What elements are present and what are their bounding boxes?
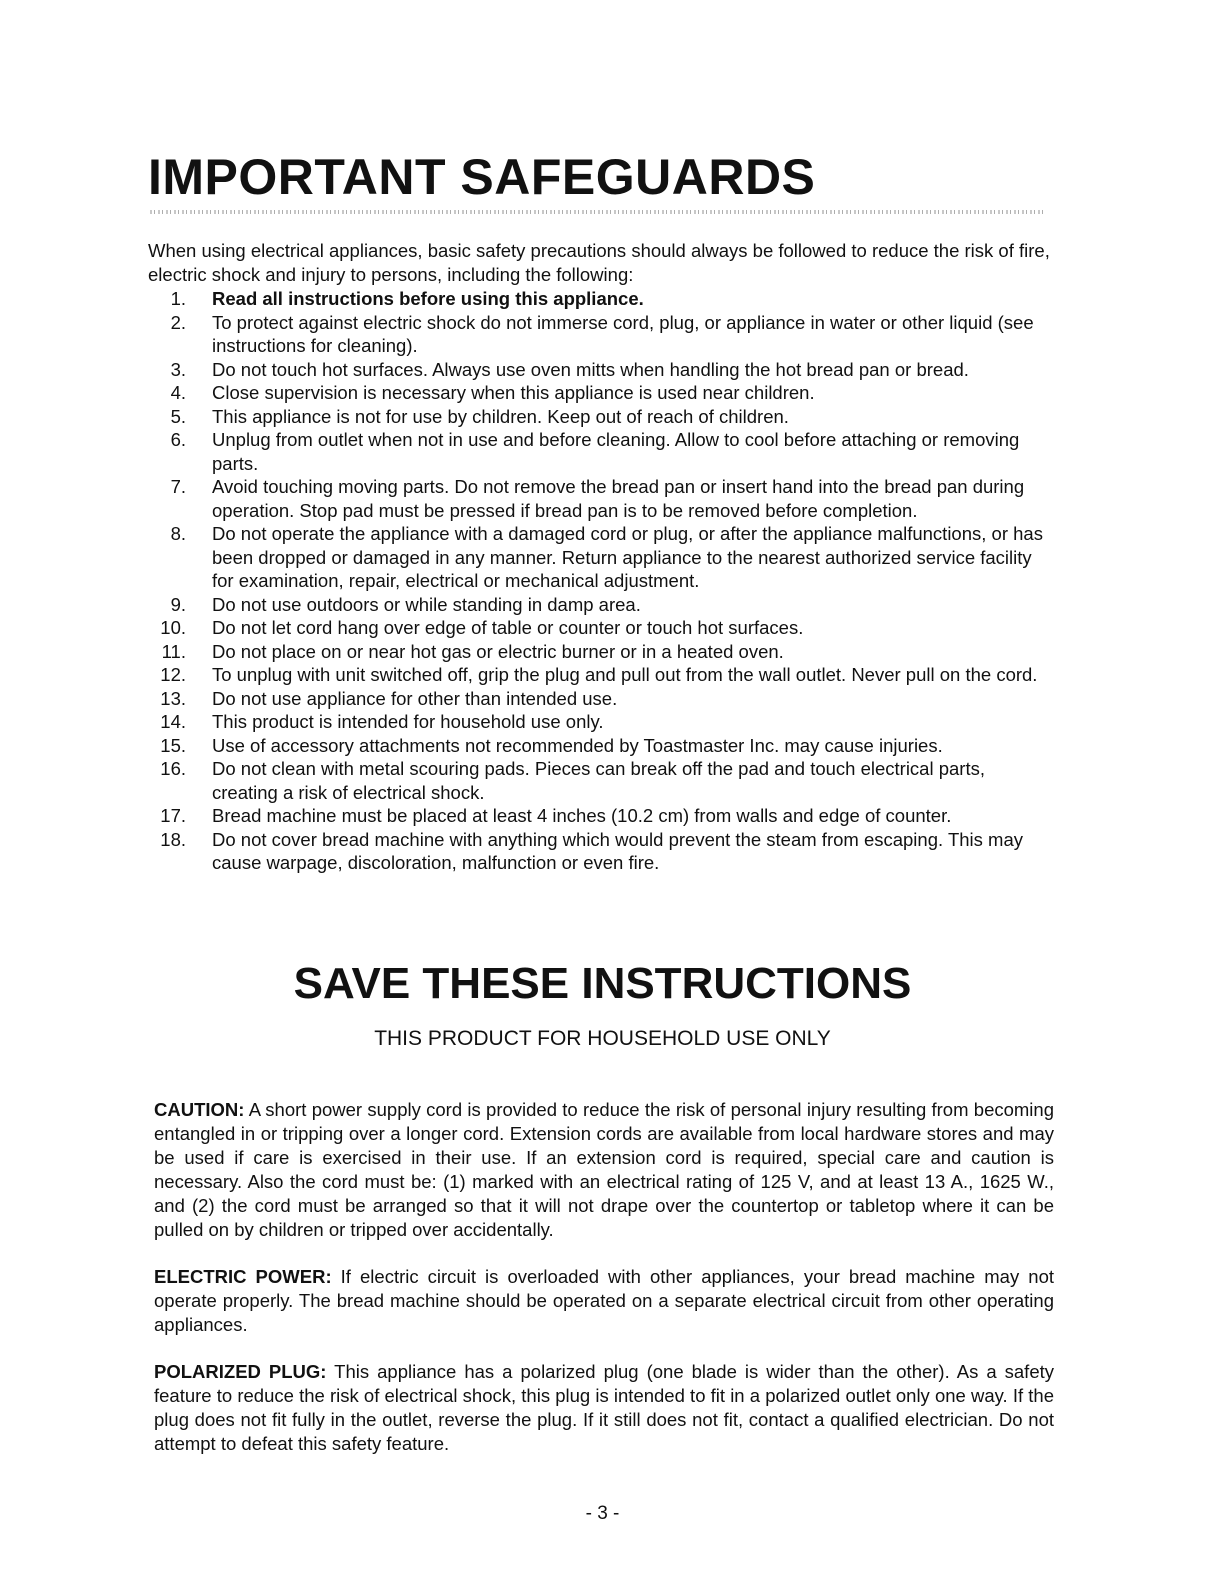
safeguard-number: 9. bbox=[170, 593, 186, 615]
safeguard-number: 13. bbox=[160, 687, 186, 709]
safeguard-text: To unplug with unit switched off, grip the plug and pull out from the wall outlet. Never pull on the cord. bbox=[212, 664, 1038, 685]
safeguard-text: Close supervision is necessary when this appliance is used near children. bbox=[212, 382, 815, 403]
safeguard-text: Avoid touching moving parts. Do not remove the bread pan or insert hand into the bread pan during operation. Stop pad must be pressed if bread pan is to be removed before completion. bbox=[212, 476, 1025, 521]
safeguard-number: 17. bbox=[160, 805, 186, 826]
safeguard-item-6 bbox=[150, 428, 1055, 475]
page-title: IMPORTANT SAFEGUARDS bbox=[148, 149, 816, 205]
polarized-plug-label: POLARIZED PLUG: bbox=[154, 1361, 327, 1382]
safeguard-number: 2. bbox=[170, 311, 186, 333]
intro-paragraph: When using electrical appliances, basic safety precautions should always be followed to reduce the risk of fire, electric shock and injury to persons, including the following: bbox=[148, 240, 1050, 285]
electric-power-text: If electric circuit is overloaded with other appliances, your bread machine may not operate properly. The bread machine should be operated on a separate electrical circuit from other operating appliances. bbox=[154, 1266, 1054, 1335]
safeguard-number: 7. bbox=[170, 476, 186, 497]
safeguard-text: Do not clean with metal scouring pads. Pieces can break off the pad and touch electrical parts, creating a risk of electrical shock. bbox=[212, 758, 985, 803]
polarized-plug-paragraph bbox=[154, 1360, 1054, 1456]
safeguard-text: Read all instructions before using this appliance. bbox=[212, 288, 644, 309]
safeguard-item-9 bbox=[150, 593, 1055, 617]
safeguard-text: Do not use outdoors or while standing in damp area. bbox=[212, 593, 641, 615]
safeguard-item-16 bbox=[150, 757, 1055, 804]
safeguard-item-7 bbox=[150, 475, 1055, 522]
page-number: - 3 - bbox=[585, 1503, 620, 1524]
safeguard-text: Unplug from outlet when not in use and before cleaning. Allow to cool before attaching or removing parts. bbox=[212, 429, 1020, 474]
electric-power-label: ELECTRIC POWER: bbox=[154, 1266, 332, 1287]
safeguards-list bbox=[150, 287, 1055, 875]
safeguard-number: 16. bbox=[160, 758, 186, 779]
safeguard-item-10 bbox=[150, 616, 1055, 640]
safeguard-text: Use of accessory attachments not recommended by Toastmaster Inc. may cause injuries. bbox=[212, 734, 943, 756]
safeguard-number: 8. bbox=[170, 523, 186, 544]
safeguard-item-11 bbox=[150, 640, 1055, 664]
safeguard-text: Do not place on or near hot gas or electric burner or in a heated oven. bbox=[212, 640, 784, 662]
save-instructions-heading: SAVE THESE INSTRUCTIONS bbox=[293, 959, 912, 1008]
safeguard-text: Do not cover bread machine with anything which would prevent the steam from escaping. This may cause warpage, discoloration, malfunction or even fire. bbox=[212, 828, 1023, 873]
safeguard-item-17 bbox=[150, 804, 1055, 828]
safeguard-text: To protect against electric shock do not immerse cord, plug, or appliance in water or other liquid (see instructions for cleaning). bbox=[212, 311, 1034, 356]
safeguard-item-15 bbox=[150, 734, 1055, 758]
caution-label: CAUTION: bbox=[154, 1099, 245, 1120]
safeguard-number: 6. bbox=[170, 429, 186, 450]
safeguard-number: 15. bbox=[160, 734, 186, 756]
safeguard-item-8 bbox=[150, 522, 1055, 593]
safeguard-number: 11. bbox=[161, 640, 186, 662]
caution-text: A short power supply cord is provided to reduce the risk of personal injury resulting from becoming entangled in or tripping over a longer cord. Extension cords are available from local hardware stores and may be used if care is exercised in their use. If an extension cord is required, special care and caution is necessary. Also the cord must be: (1) marked with an electrical rating of 125 V, and at least 13 A., 1625 W., and (2) the cord must be arranged so that it will not drape over the countertop or tabletop where it can be pulled on by children or tripped over accidentally. bbox=[154, 1099, 1054, 1240]
safeguard-text: This product is intended for household use only. bbox=[212, 711, 604, 732]
title-underline bbox=[150, 210, 1046, 214]
safeguard-text: Do not touch hot surfaces. Always use oven mitts when handling the hot bread pan or bread. bbox=[212, 358, 969, 380]
safeguard-number: 14. bbox=[160, 711, 186, 732]
safeguard-number: 1. bbox=[170, 288, 186, 309]
safeguard-item-13 bbox=[150, 687, 1055, 711]
safeguard-text: Do not use appliance for other than intended use. bbox=[212, 687, 618, 709]
safeguard-number: 10. bbox=[160, 617, 186, 638]
safeguard-item-12 bbox=[150, 663, 1055, 687]
safeguard-item-4 bbox=[150, 381, 1055, 405]
household-use-subtitle: THIS PRODUCT FOR HOUSEHOLD USE ONLY bbox=[374, 1027, 831, 1050]
electric-power-paragraph bbox=[154, 1265, 1054, 1337]
safeguard-text: This appliance is not for use by children. Keep out of reach of children. bbox=[212, 405, 789, 427]
safeguard-item-5 bbox=[150, 405, 1055, 429]
safeguard-number: 4. bbox=[170, 382, 186, 403]
safeguard-text: Do not operate the appliance with a damaged cord or plug, or after the appliance malfunctions, or has been dropped or damaged in any manner. Return appliance to the nearest authorized service facility for examination, repair, electrical or mechanical adjustment. bbox=[212, 523, 1043, 591]
safeguard-text: Bread machine must be placed at least 4 inches (10.2 cm) from walls and edge of counter. bbox=[212, 805, 952, 826]
safeguard-item-18 bbox=[150, 828, 1055, 875]
polarized-plug-text: This appliance has a polarized plug (one blade is wider than the other). As a safety feature to reduce the risk of electrical shock, this plug is intended to fit in a polarized outlet only one way. If the plug does not fit fully in the outlet, reverse the plug. If it still does not fit, contact a qualified electrician. Do not attempt to defeat this safety feature. bbox=[154, 1361, 1054, 1454]
safeguard-text: Do not let cord hang over edge of table or counter or touch hot surfaces. bbox=[212, 617, 804, 638]
safeguard-item-14 bbox=[150, 710, 1055, 734]
safeguard-item-3 bbox=[150, 358, 1055, 382]
safeguard-number: 3. bbox=[170, 358, 186, 380]
safeguard-item-2 bbox=[150, 311, 1055, 358]
safeguard-item-1 bbox=[150, 287, 1055, 311]
safeguard-number: 18. bbox=[160, 828, 186, 850]
safeguard-number: 5. bbox=[170, 405, 186, 427]
safeguard-number: 12. bbox=[160, 664, 186, 685]
caution-paragraph bbox=[154, 1098, 1054, 1242]
